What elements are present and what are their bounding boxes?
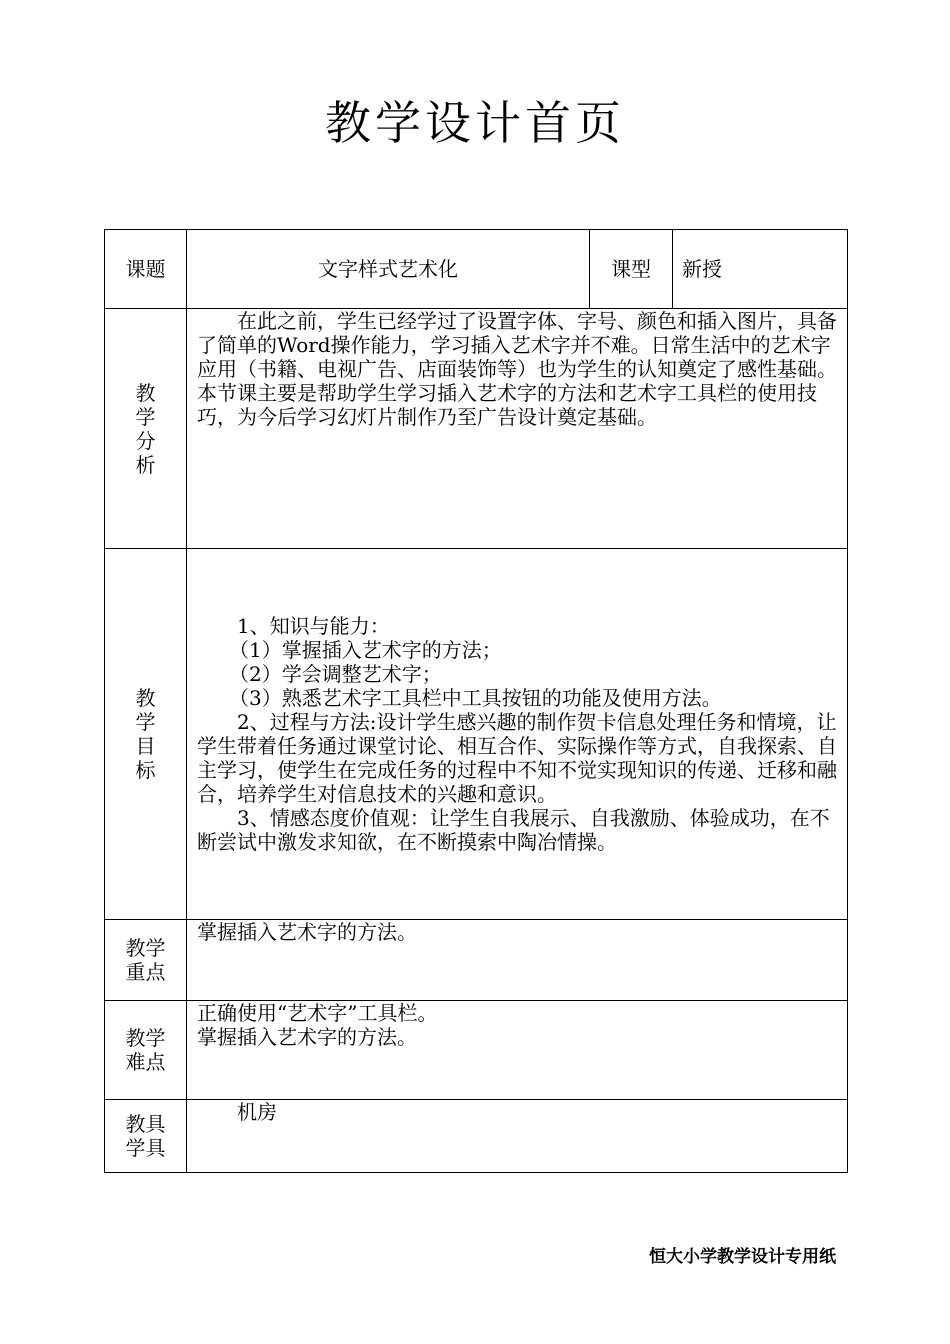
goal-line: （1）掌握插入艺术字的方法； bbox=[229, 638, 502, 662]
tools-label: 教具 学具 bbox=[125, 1112, 166, 1160]
topic-label: 课题 bbox=[105, 230, 187, 309]
footer-label: 恒大小学教学设计专用纸 bbox=[649, 1247, 836, 1267]
difficulties-label: 教学 难点 bbox=[125, 1026, 166, 1074]
difficulty-line: 正确使用“艺术字”工具栏。 bbox=[197, 1001, 438, 1025]
key-points-text: 掌握插入艺术字的方法。 bbox=[197, 920, 417, 944]
key-points-label: 教学 重点 bbox=[125, 936, 166, 984]
type-label: 课型 bbox=[590, 230, 673, 309]
goals-label: 教学目标 bbox=[135, 686, 156, 782]
tools-row bbox=[105, 1100, 848, 1173]
analysis-text: 在此之前，学生已经学过了设置字体、字号、颜色和插入图片，具备了简单的Word操作能力，学习插入艺术字并不难。日常生活中的艺术字应用（书籍、电视广告、店面装饰等）也为学生的认知奠定了感性基础。本节课主要是帮助学生学习插入艺术字的方法和艺术字工具栏的使用技巧，为今后学习幻灯片制作乃至广告设计奠定基础。 bbox=[197, 309, 837, 429]
goal-line: （2）学会调整艺术字； bbox=[229, 662, 442, 686]
page-title: 教学设计首页 bbox=[325, 96, 625, 150]
analysis-row bbox=[105, 309, 848, 549]
topic-row bbox=[105, 230, 848, 309]
difficulties-row bbox=[105, 1001, 848, 1100]
goal-line: 1、知识与能力： bbox=[237, 614, 390, 638]
key-points-row bbox=[105, 920, 848, 1001]
lesson-design-table bbox=[104, 229, 848, 1173]
type-value: 新授 bbox=[673, 230, 848, 309]
topic-value: 文字样式艺术化 bbox=[187, 230, 590, 309]
goal-line: （3）熟悉艺术字工具栏中工具按钮的功能及使用方法。 bbox=[229, 686, 722, 710]
goals-row bbox=[105, 549, 848, 920]
difficulty-line: 掌握插入艺术字的方法。 bbox=[197, 1025, 417, 1049]
analysis-label: 教学分析 bbox=[135, 380, 156, 477]
goal-line: 3、情感态度价值观：让学生自我展示、自我激励、体验成功，在不断尝试中激发求知欲，在不断摸索中陶冶情操。 bbox=[197, 806, 830, 854]
tools-text: 机房 bbox=[237, 1100, 277, 1124]
goal-line: 2、过程与方法:设计学生感兴趣的制作贺卡信息处理任务和情境，让学生带着任务通过课堂讨论、相互合作、实际操作等方式，自我探索、自主学习，使学生在完成任务的过程中不知不觉实现知识的传递、迁移和融合，培养学生对信息技术的兴趣和意识。 bbox=[197, 710, 837, 806]
